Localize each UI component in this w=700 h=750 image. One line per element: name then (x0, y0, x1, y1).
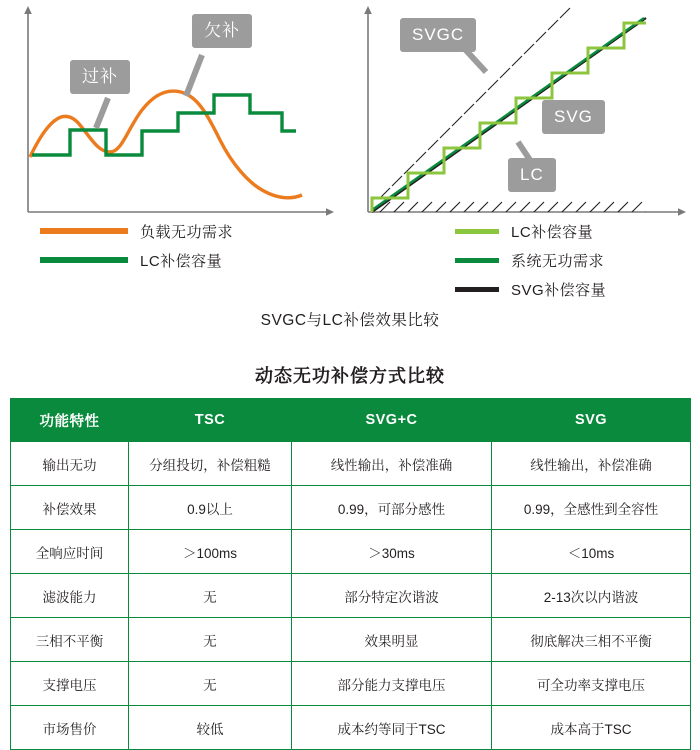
table-cell: 线性输出，补偿准确 (492, 442, 691, 486)
table-cell: 无 (129, 618, 292, 662)
table-cell: ＜10ms (492, 530, 691, 574)
table-cell: 输出无功 (11, 442, 129, 486)
callout-leader-overcomp (96, 98, 108, 128)
table-cell: 市场售价 (11, 706, 129, 750)
legend-swatch-system-demand (455, 258, 499, 263)
table-row (11, 618, 691, 662)
comparison-table (10, 398, 691, 750)
table-cell: 三相不平衡 (11, 618, 129, 662)
table-row (11, 706, 691, 750)
table-cell: 全响应时间 (11, 530, 129, 574)
table-cell: 0.99，全感性到全容性 (492, 486, 691, 530)
table-row (11, 574, 691, 618)
legend-label-lc-capacity: LC补偿容量 (140, 252, 223, 270)
table-cell: 0.99，可部分感性 (292, 486, 492, 530)
legend-item (455, 222, 606, 240)
legend-item (40, 251, 233, 269)
legend-right (455, 222, 606, 309)
callout-svg: SVG (542, 100, 605, 134)
lc-step-curve (32, 95, 296, 155)
table-cell: 效果明显 (292, 618, 492, 662)
callout-svgc: SVGC (400, 18, 476, 52)
table-cell: 部分能力支撑电压 (292, 662, 492, 706)
table-cell: 补偿效果 (11, 486, 129, 530)
charts-caption: SVGC与LC补偿效果比较 (260, 312, 440, 329)
legend-item (455, 251, 606, 269)
table-cell: 可全功率支撑电压 (492, 662, 691, 706)
legend-swatch-lc-capacity (455, 229, 499, 234)
table-header-cell: TSC (129, 399, 292, 442)
callout-overcompensation: 过补 (70, 60, 130, 94)
table-header-cell: SVG+C (292, 399, 492, 442)
axis-lines (24, 6, 334, 216)
legend-swatch-svg-capacity (455, 287, 499, 292)
legend-item (40, 222, 233, 240)
table-row (11, 486, 691, 530)
table-cell: 成本约等同于TSC (292, 706, 492, 750)
table-cell: 支撑电压 (11, 662, 129, 706)
table-cell: 无 (129, 574, 292, 618)
table-cell: 较低 (129, 706, 292, 750)
table-cell: ＞100ms (129, 530, 292, 574)
table-cell: 部分特定次谐波 (292, 574, 492, 618)
table-title: 动态无功补偿方式比较 (255, 366, 445, 386)
table-header-row (11, 399, 691, 442)
table-cell: 彻底解决三相不平衡 (492, 618, 691, 662)
table-cell: 无 (129, 662, 292, 706)
table-cell: 0.9以上 (129, 486, 292, 530)
callout-undercompensation: 欠补 (192, 14, 252, 48)
legend-label-system-demand: 系统无功需求 (511, 252, 605, 270)
table-cell: 成本高于TSC (492, 706, 691, 750)
legend-label-load-demand: 负载无功需求 (140, 223, 234, 241)
table-row (11, 442, 691, 486)
legend-left (40, 222, 233, 280)
table-row (11, 530, 691, 574)
table-header-cell: SVG (492, 399, 691, 442)
legend-item (455, 280, 606, 298)
callout-leader-undercomp (186, 55, 202, 96)
charts-area (0, 0, 700, 329)
legend-label-svg-capacity: SVG补偿容量 (511, 281, 607, 299)
table-row (11, 662, 691, 706)
table-cell: 2-13次以内谐波 (492, 574, 691, 618)
table-cell: 线性输出，补偿准确 (292, 442, 492, 486)
table-cell: ＞30ms (292, 530, 492, 574)
legend-label-lc-capacity: LC补偿容量 (511, 223, 594, 241)
legend-swatch-load-demand (40, 228, 128, 234)
callout-lc: LC (508, 158, 556, 192)
table-cell: 分组投切，补偿粗糙 (129, 442, 292, 486)
legend-swatch-lc-capacity (40, 257, 128, 263)
table-header-cell: 功能特性 (11, 399, 129, 442)
table-cell: 滤波能力 (11, 574, 129, 618)
